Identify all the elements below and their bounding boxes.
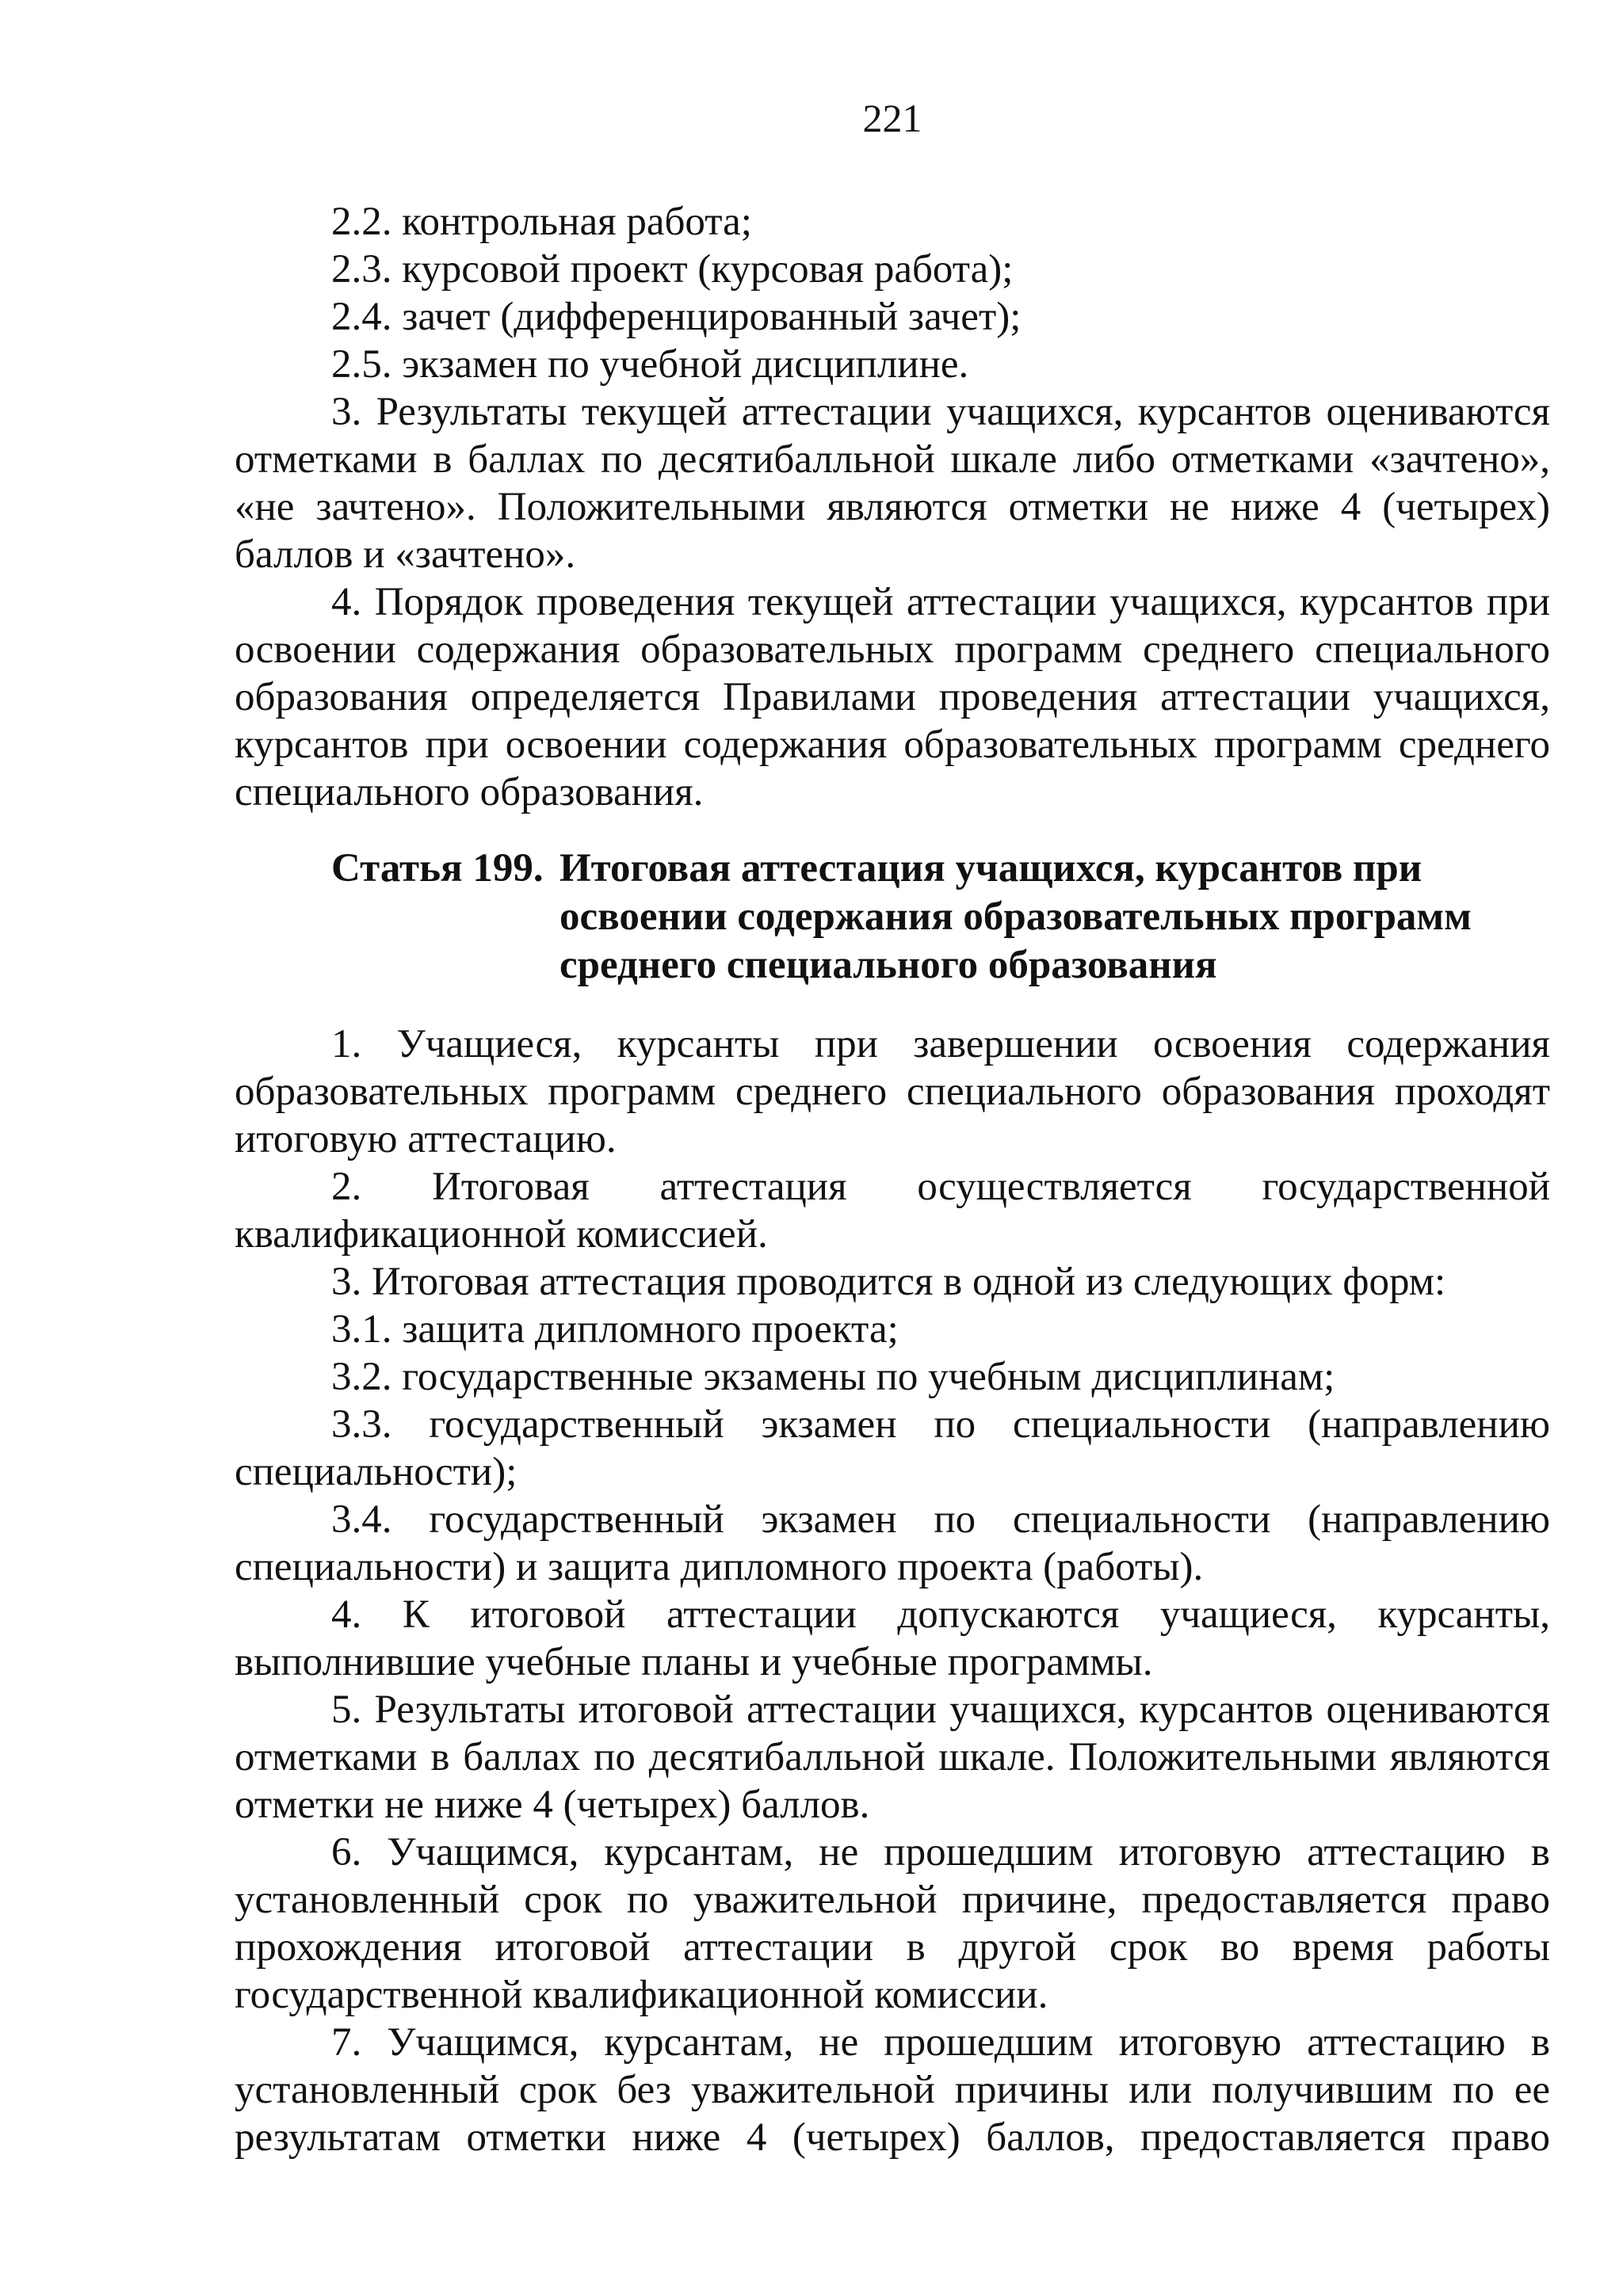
- text-block-current-attestation: [235, 198, 1550, 816]
- paragraph-3-3: 3.3. государственный экзамен по специальности (направлению специальности);: [235, 1402, 1550, 1494]
- article-title: Итоговая аттестация учащихся, курсантов при освоении содержания образовательных программ среднего специального образования: [559, 846, 1472, 987]
- paragraph-7: 7. Учащимся, курсантам, не прошедшим итоговую аттестацию в установленный срок без уважительной причины или получившим по ее результатам отметки ниже 4 (четырех) баллов, предоставляется право: [235, 2020, 1550, 2160]
- article-number: Статья 199.: [331, 846, 544, 891]
- text-block-final-attestation: [235, 1020, 1550, 2161]
- paragraph-2-3: 2.3. курсовой проект (курсовая работа);: [331, 247, 1014, 292]
- paragraph-3-2: 3.2. государственные экзамены по учебным дисциплинам;: [331, 1355, 1335, 1399]
- article-heading: [331, 845, 1550, 990]
- paragraph-3-1: 3.1. защита дипломного проекта;: [331, 1307, 899, 1352]
- paragraph-3: 3. Итоговая аттестация проводится в одной из следующих форм:: [331, 1260, 1446, 1304]
- paragraph-4: 4. Порядок проведения текущей аттестации учащихся, курсантов при освоении содержания образовательных программ среднего специального образования определяется Правилами проведения аттестации учащихся, курсантов при освоении содержания образовательных программ среднего специального образования.: [235, 580, 1550, 814]
- paragraph-1: 1. Учащиеся, курсанты при завершении освоения содержания образовательных программ среднего специального образования проходят итоговую аттестацию.: [235, 1022, 1550, 1161]
- paragraph-2-5: 2.5. экзамен по учебной дисциплине.: [331, 342, 969, 387]
- paragraph-6: 6. Учащимся, курсантам, не прошедшим итоговую аттестацию в установленный срок по уважительной причине, предоставляется право прохождения итоговой аттестации в другой срок во время работы государственной квалификационной комиссии.: [235, 1830, 1550, 2017]
- page-number: 221: [862, 96, 922, 140]
- paragraph-2-2: 2.2. контрольная работа;: [331, 200, 752, 244]
- paragraph-2: 2. Итоговая аттестация осуществляется государственной квалификационной комиссией.: [235, 1165, 1550, 1257]
- paragraph-3: 3. Результаты текущей аттестации учащихся, курсантов оцениваются отметками в баллах по десятибалльной шкале либо отметками «зачтено», «не зачтено». Положительными являются отметки не ниже 4 (четырех) баллов и «зачтено».: [235, 390, 1550, 577]
- paragraph-3-4: 3.4. государственный экзамен по специальности (направлению специальности) и защита дипломного проекта (работы).: [235, 1497, 1550, 1589]
- paragraph-5: 5. Результаты итоговой аттестации учащихся, курсантов оцениваются отметками в баллах по десятибалльной шкале. Положительными являются отметки не ниже 4 (четырех) баллов.: [235, 1688, 1550, 1827]
- paragraph-2-4: 2.4. зачет (дифференцированный зачет);: [331, 295, 1022, 339]
- paragraph-4: 4. К итоговой аттестации допускаются учащиеся, курсанты, выполнившие учебные планы и учебные программы.: [235, 1592, 1550, 1684]
